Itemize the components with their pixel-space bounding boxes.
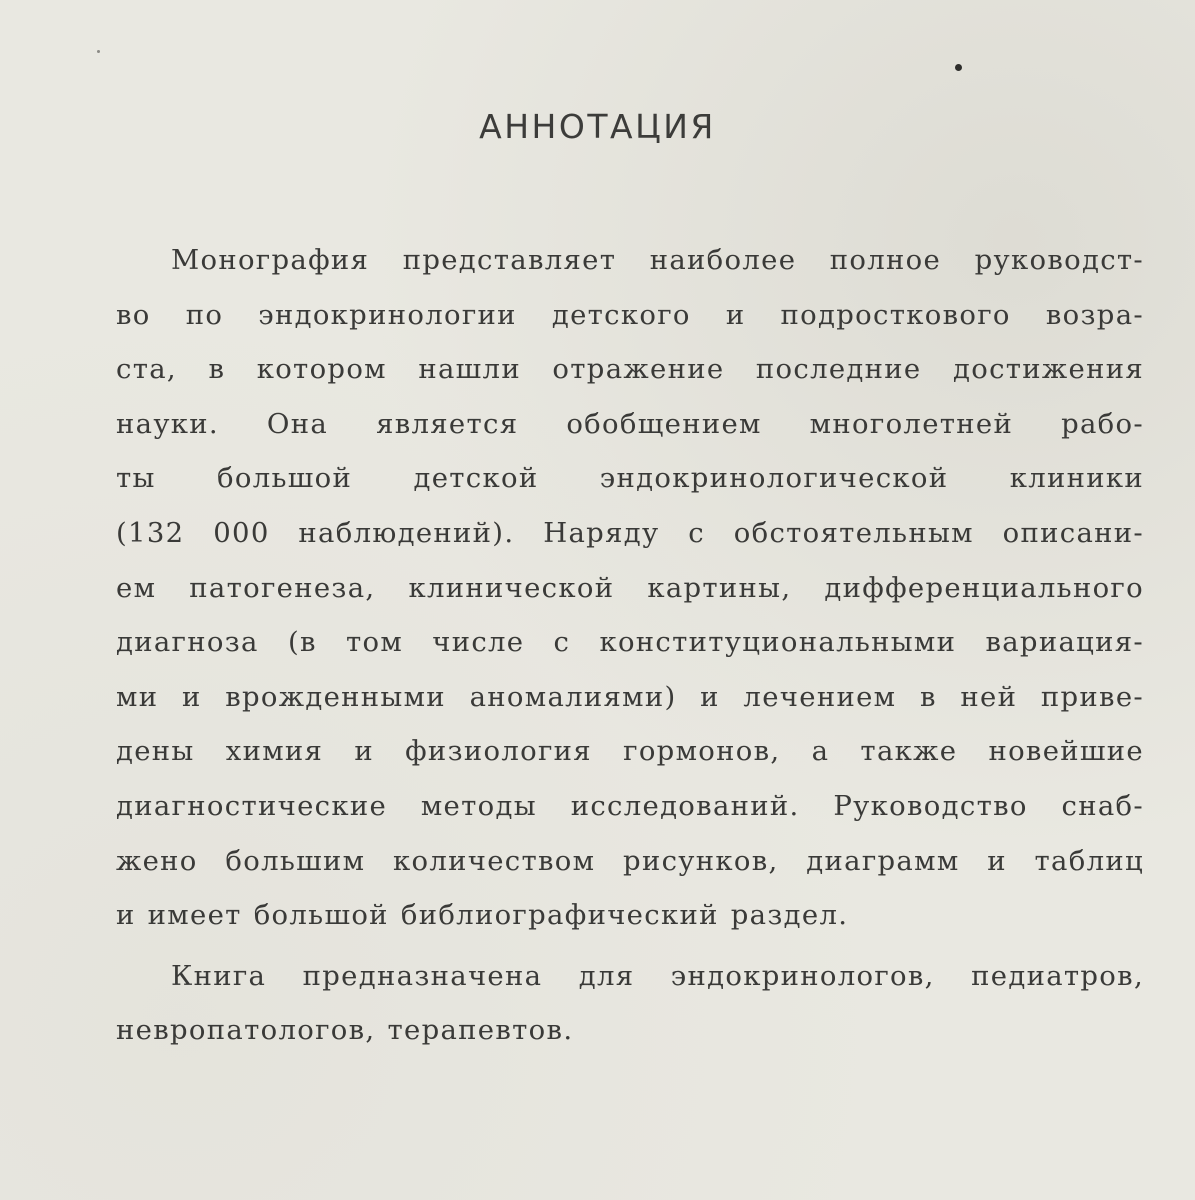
text-line: Монография представляет наиболее полное руководст-	[171, 244, 1144, 276]
text-line: диагноза (в том числе с конституциональными вариация-	[116, 626, 1144, 659]
text-line: ми и врожденными аномалиями) и лечением в ней приве-	[116, 680, 1144, 713]
text-line: ста, в котором нашли отражение последние достижения	[116, 353, 1144, 386]
text-line: во по эндокринологии детского и подросткового возра-	[116, 298, 1144, 331]
text-line: невропатологов, терапевтов.	[116, 1014, 574, 1047]
annotation-text	[116, 233, 1144, 1058]
page-title: АННОТАЦИЯ	[479, 107, 716, 146]
text-line: жено большим количеством рисунков, диаграмм и таблиц	[116, 844, 1144, 877]
text-line: и имеет большой библиографический раздел.	[116, 899, 849, 932]
paragraph-2	[116, 949, 1144, 1058]
ink-speck	[955, 64, 962, 71]
text-line: науки. Она является обобщением многолетней рабо-	[116, 407, 1144, 440]
text-line: ем патогенеза, клинической картины, дифференциального	[116, 571, 1144, 604]
text-line: (132 000 наблюдений). Наряду с обстоятельным описани-	[116, 516, 1144, 549]
text-line: диагностические методы исследований. Руководство снаб-	[116, 789, 1144, 822]
paragraph-1	[116, 233, 1144, 943]
text-line: ты большой детской эндокринологической клиники	[116, 462, 1144, 495]
text-line: Книга предназначена для эндокринологов, педиатров,	[171, 959, 1144, 992]
text-line: дены химия и физиология гормонов, а также новейшие	[116, 735, 1144, 768]
ink-speck	[97, 50, 100, 53]
